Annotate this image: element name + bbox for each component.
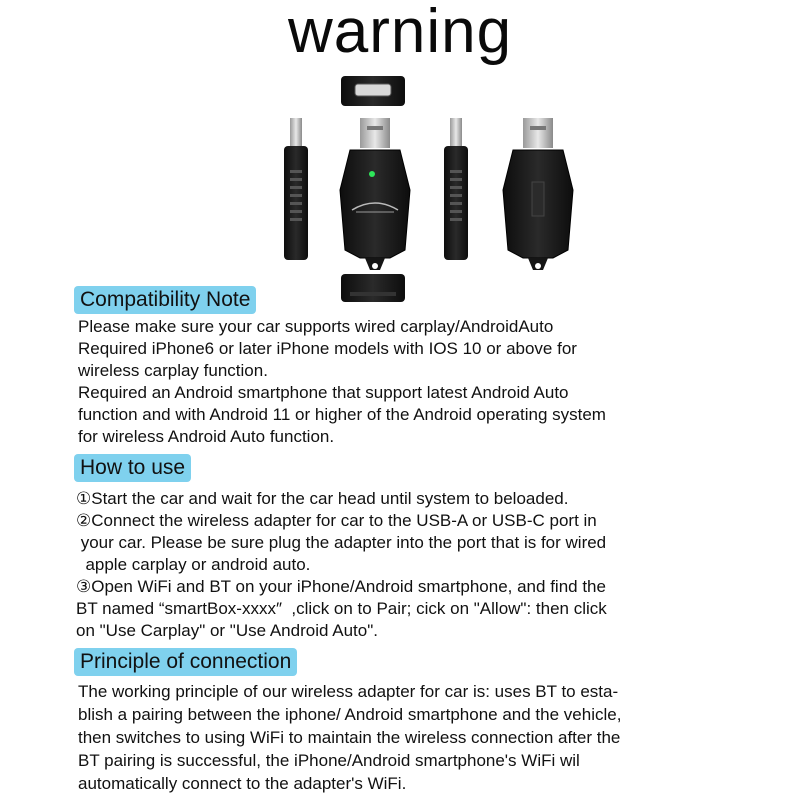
product-image bbox=[0, 70, 800, 310]
principle-of-connection-heading: Principle of connection bbox=[74, 648, 297, 676]
how-to-use-heading: How to use bbox=[74, 454, 191, 482]
how-to-use-text bbox=[76, 488, 736, 642]
step-line: ②Connect the wireless adapter for car to the USB-A or USB-C port in bbox=[76, 511, 597, 530]
step-line: ③Open WiFi and BT on your iPhone/Android smartphone, and find the bbox=[76, 577, 606, 596]
step-line: apple carplay or android auto. bbox=[76, 555, 311, 574]
text-line: automatically connect to the adapter's WiFi. bbox=[78, 774, 407, 793]
compatibility-note-text bbox=[78, 316, 738, 448]
text-line: wireless carplay function. bbox=[78, 361, 268, 380]
text-line: for wireless Android Auto function. bbox=[78, 427, 335, 446]
adapter-top-view bbox=[341, 76, 405, 106]
text-line: The working principle of our wireless adapter for car is: uses BT to esta- bbox=[78, 682, 619, 701]
adapter-right-side-view bbox=[444, 118, 468, 260]
text-line: then switches to using WiFi to maintain the wireless connection after the bbox=[78, 728, 621, 747]
text-line: BT pairing is successful, the iPhone/Android smartphone's WiFi wil bbox=[78, 751, 580, 770]
page-title: warning bbox=[287, 0, 513, 66]
adapter-front-view bbox=[340, 118, 410, 270]
step-line: on "Use Carplay" or "Use Android Auto". bbox=[76, 621, 378, 640]
step-line: BT named “smartBox-xxxx″ ,click on to Pair; cick on "Allow": then click bbox=[76, 599, 607, 618]
text-line: Required an Android smartphone that support latest Android Auto bbox=[78, 383, 569, 402]
adapter-back-view bbox=[503, 118, 573, 270]
adapter-left-side-view bbox=[284, 118, 308, 260]
step-line: your car. Please be sure plug the adapter into the port that is for wired bbox=[76, 533, 607, 552]
principle-of-connection-text bbox=[78, 680, 738, 795]
adapter-bottom-view bbox=[341, 274, 405, 302]
text-line: Required iPhone6 or later iPhone models with IOS 10 or above for bbox=[78, 339, 577, 358]
text-line: blish a pairing between the iphone/ Android smartphone and the vehicle, bbox=[78, 705, 622, 724]
compatibility-note-heading: Compatibility Note bbox=[74, 286, 256, 314]
step-line: ①Start the car and wait for the car head until system to beloaded. bbox=[76, 489, 569, 508]
text-line: Please make sure your car supports wired carplay/AndroidAuto bbox=[78, 317, 554, 336]
text-line: function and with Android 11 or higher of the Android operating system bbox=[78, 405, 606, 424]
